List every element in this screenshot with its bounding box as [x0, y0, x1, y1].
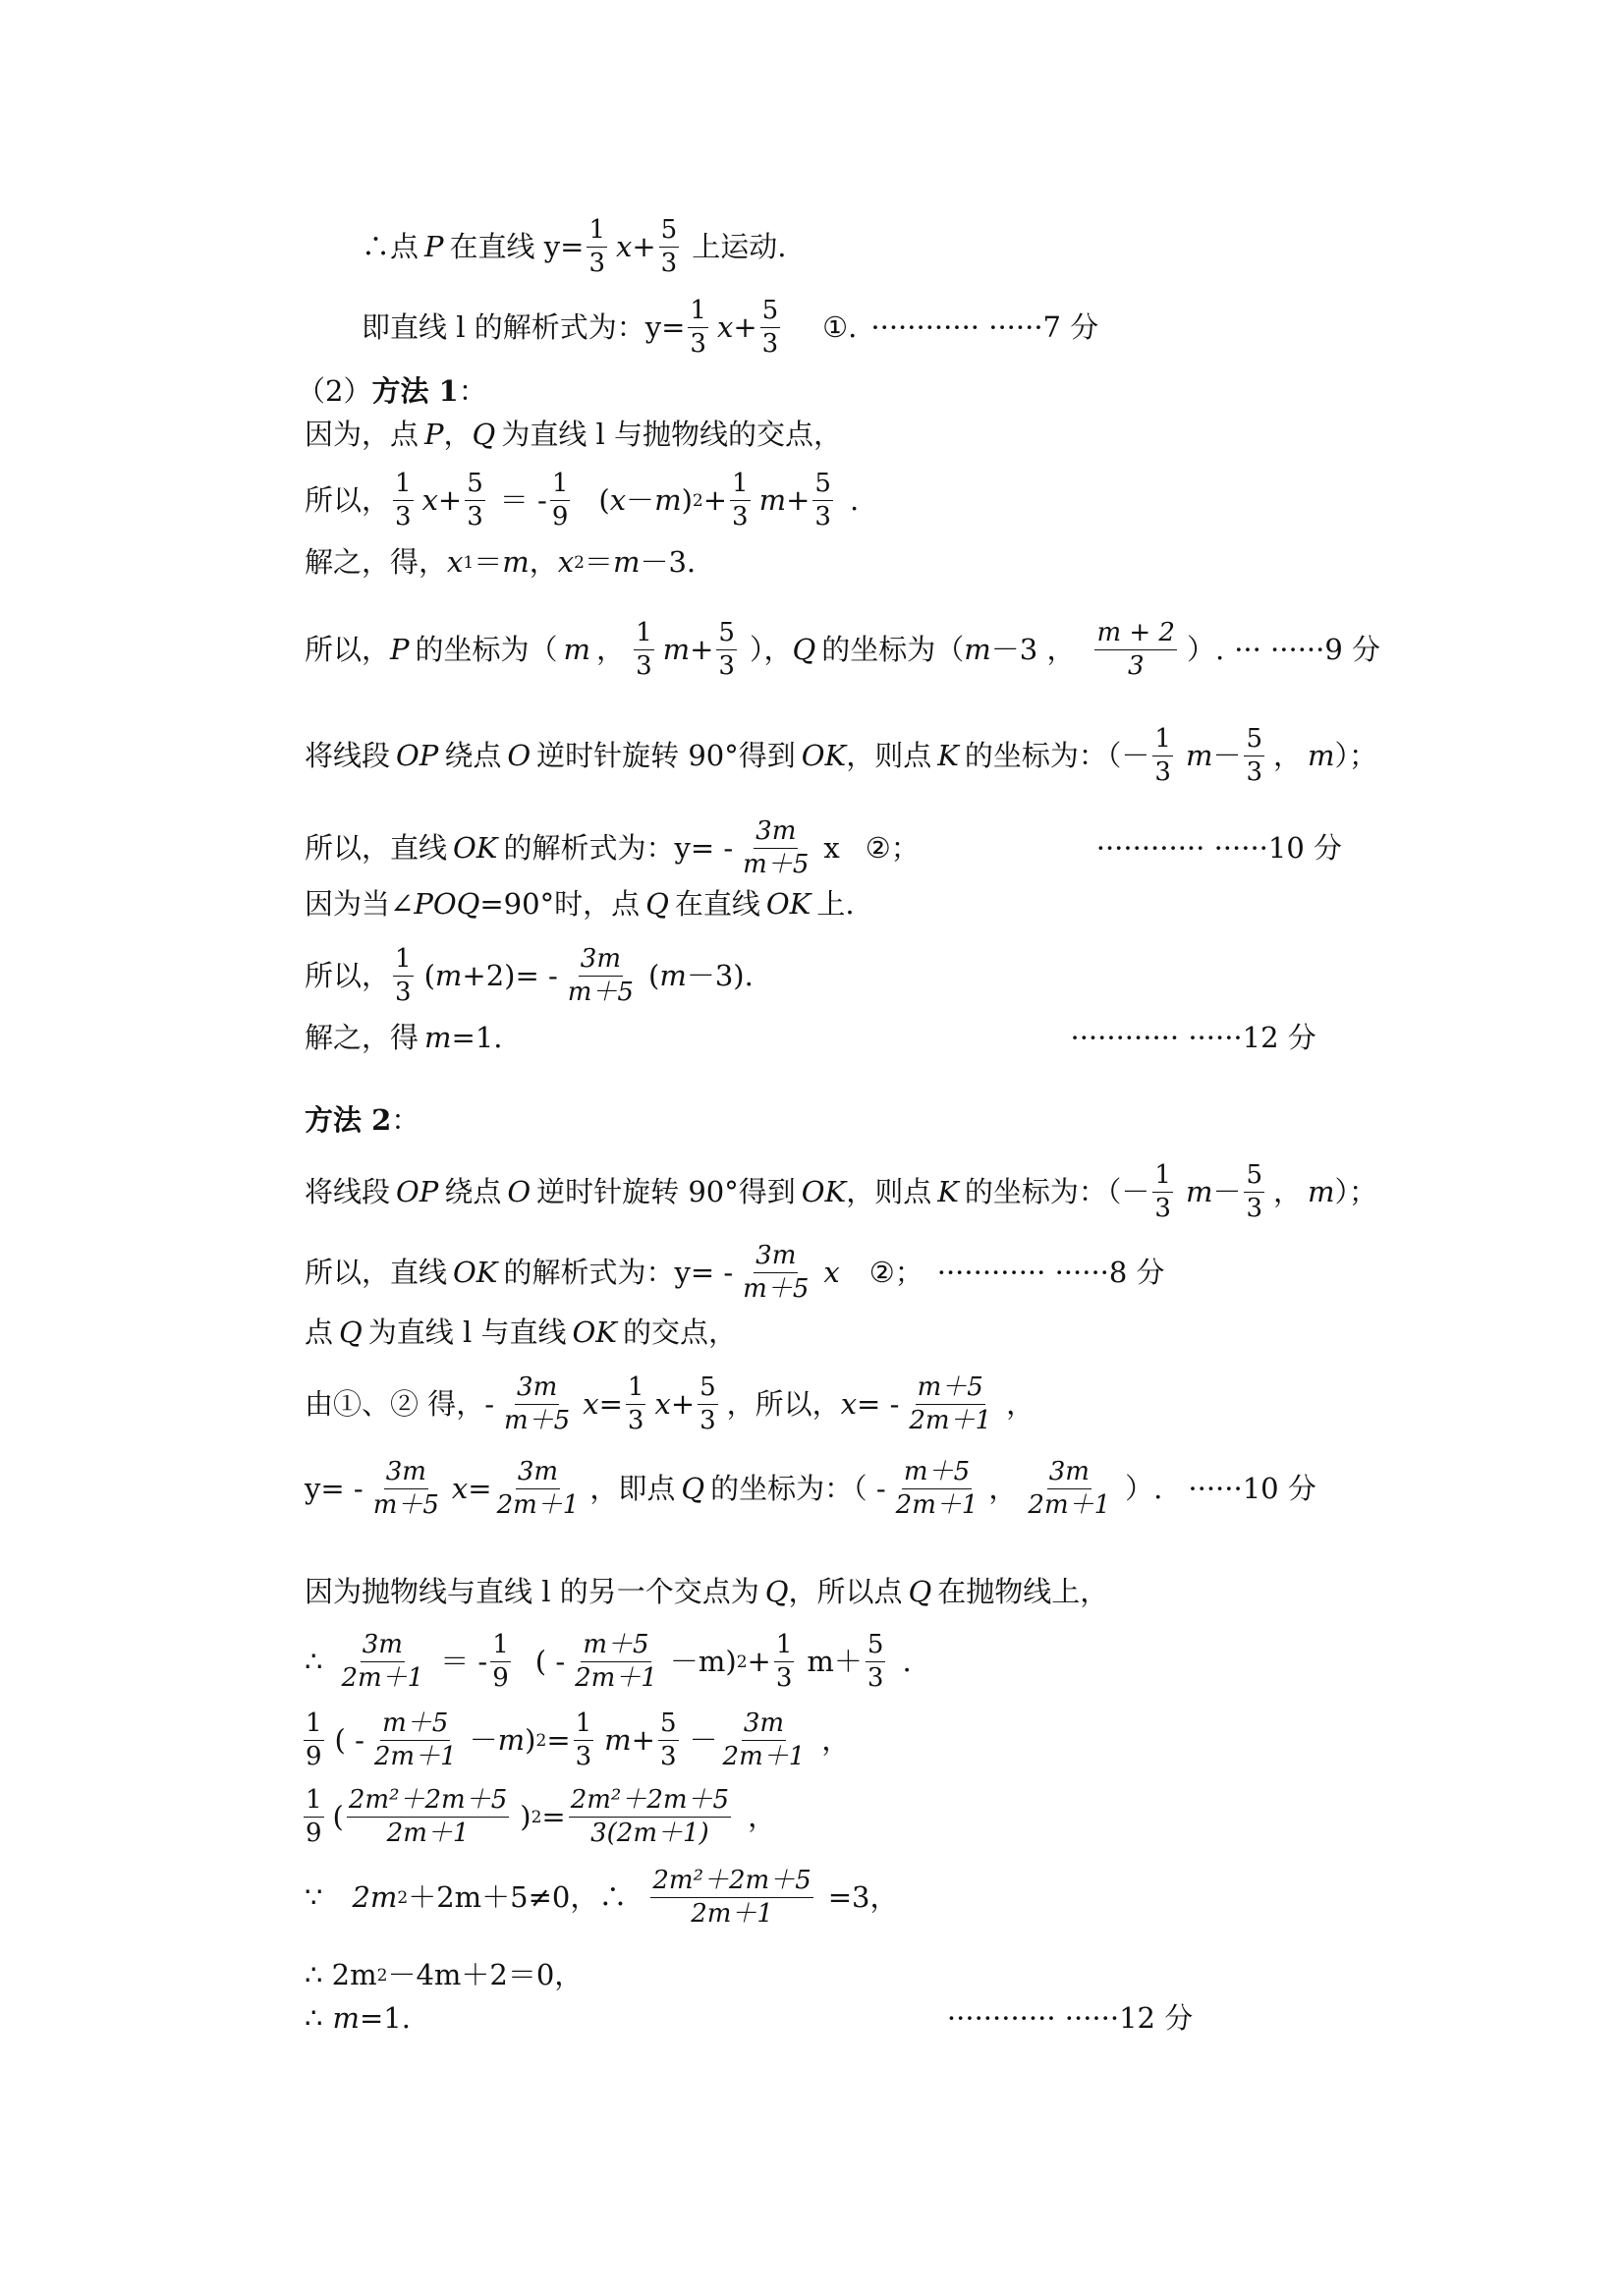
var-m: m: [662, 633, 691, 667]
var-m: m: [1308, 739, 1335, 773]
line-16: [305, 1318, 737, 1347]
line-4: [305, 420, 842, 449]
text: 所以，直线: [305, 831, 448, 866]
fraction: 1 9: [492, 1630, 509, 1694]
minus: －: [689, 1723, 718, 1758]
text: 所以，: [305, 633, 391, 667]
var-q: Q: [792, 633, 816, 667]
text: =1.: [451, 1021, 503, 1054]
fraction: $\frac{5}{3}$: [700, 1372, 716, 1436]
text: +2)= -: [462, 959, 558, 993]
text: 解之，得，: [305, 545, 448, 579]
var-q: Q: [681, 1472, 705, 1506]
var-x: x: [609, 483, 627, 518]
text: ( -: [334, 1723, 364, 1758]
var-p: P: [390, 633, 410, 667]
text: 将线段: [305, 1175, 391, 1209]
var-x: x: [716, 310, 734, 345]
var-ok: OK: [572, 1316, 617, 1349]
var-m: m: [563, 633, 591, 667]
text: =: [546, 1723, 571, 1758]
fraction: 1 9: [306, 1708, 322, 1772]
line-6: 解之，得， x 1 ＝ m ， x 2 ＝ m －3.: [305, 545, 697, 579]
fraction: m＋5 2m＋1: [575, 1630, 657, 1694]
fraction: 2m²＋2m＋5 2m＋1: [348, 1785, 508, 1849]
text: ，: [1006, 1387, 1035, 1422]
var-q: Q: [339, 1316, 363, 1349]
text: ＝: [584, 545, 613, 579]
var-op: OP: [396, 1175, 439, 1209]
text: ，: [988, 1472, 1018, 1506]
text: －3 ，: [990, 633, 1076, 667]
line-20: ∴ 3m 2m＋1 ＝ - 1 9 ( - m＋5 2m＋1 －m) 2 + $\frac{1}{3}$ m＋ 5 3 .: [305, 1630, 912, 1694]
text: 为直线 l 与抛物线的交点，: [501, 418, 843, 451]
var-m: m: [1185, 739, 1213, 773]
text: 逆时针旋转 90°得到: [536, 739, 796, 773]
var-m: m: [604, 1723, 632, 1758]
text: 在抛物线上，: [937, 1575, 1109, 1608]
var-op: OP: [396, 739, 439, 773]
fraction: 3m 2m＋1: [1028, 1457, 1111, 1521]
fraction: $\frac{5}{3}$: [467, 469, 483, 532]
line-18: [305, 1458, 1316, 1520]
line-21: 1 9 ( - m＋5 2m＋1 － m ) 2 = $\frac{1}{3}$ m + $\frac{5}{3}$ － 3m 2m＋1 ，: [306, 1708, 851, 1772]
text: 所以，直线: [305, 1256, 448, 1290]
fraction: $\frac{1}{3}$: [732, 469, 749, 532]
text: 在直线 y=: [449, 230, 585, 264]
plus: +: [786, 483, 811, 518]
plus: +: [631, 1723, 655, 1758]
text: 由①、② 得，-: [305, 1387, 495, 1422]
fraction: $\frac{5}{3}$: [761, 296, 779, 360]
line-15: [305, 1242, 1165, 1304]
var-m: m: [1185, 1175, 1213, 1209]
line-5: 所以， 1 3 x + $\frac{5}{3}$ ＝ - 1 9 ( x － m ) 2 + $\frac{1}{3}$ m + $\frac{5}{3}$ .: [305, 469, 860, 532]
text: ）.: [1125, 1472, 1163, 1506]
text: ＝: [474, 545, 503, 579]
fraction: 1 3: [1154, 1160, 1171, 1224]
text: (: [598, 483, 610, 518]
fraction: $\frac{\text{2m²＋2m＋5}}{2m+1}$: [652, 1866, 812, 1930]
fraction: 3m 2m＋1: [341, 1630, 424, 1694]
text: 点: [305, 1316, 334, 1349]
fraction: 3m m＋5: [372, 1457, 439, 1521]
text: .: [902, 1645, 912, 1679]
line-23: ∵ 2m 2 ＋2m＋5≠0，∴ $\frac{\text{2m²＋2m＋5}}{2m+1}$ =3，: [305, 1866, 899, 1930]
text: ∵: [305, 1880, 323, 1915]
text: m＋: [807, 1645, 863, 1679]
text: .: [849, 483, 860, 518]
var-m: m: [497, 1723, 526, 1758]
plus: +: [733, 310, 757, 345]
line-13: [305, 1103, 420, 1137]
text: (: [423, 959, 435, 993]
method-heading: 方法 1: [371, 374, 459, 408]
text: ）；: [1334, 1175, 1378, 1209]
text: ( -: [534, 1645, 566, 1679]
minus: －: [469, 1723, 498, 1758]
var-p: P: [424, 230, 444, 264]
fraction: m + 2 3: [1096, 618, 1175, 682]
text: ②；: [868, 1256, 923, 1290]
text: ）.: [1186, 633, 1225, 667]
text: 将线段: [305, 739, 391, 773]
fraction: 1 3: [1154, 724, 1171, 788]
fraction: 5 3: [867, 1630, 884, 1694]
text: ，: [821, 1723, 851, 1758]
var-k: K: [937, 739, 959, 773]
text: 即直线 l 的解析式为：y=: [362, 310, 686, 345]
var-x: x: [451, 1472, 469, 1506]
text: ，: [443, 418, 473, 451]
text: ): [681, 483, 693, 518]
text: ，即点: [589, 1472, 676, 1506]
line-14: [305, 1161, 1377, 1223]
fraction: 1 3: [395, 944, 412, 1008]
fraction: $\frac{1}{3}$: [588, 215, 605, 279]
fraction: $\frac{3m}{2m+1}$: [496, 1457, 580, 1521]
text: ）；: [1334, 739, 1378, 773]
fraction: 5 3: [1246, 724, 1262, 788]
var-o: O: [507, 739, 532, 773]
text: =3，: [827, 1880, 899, 1915]
fraction: $\frac{5}{3}$: [814, 469, 831, 532]
minus: －: [626, 483, 655, 518]
method-heading: 方法 2: [305, 1103, 392, 1137]
var-x: x: [557, 545, 575, 579]
fraction: 3m m＋5: [504, 1372, 571, 1436]
var-m: m: [424, 1021, 452, 1054]
line-11: [305, 945, 754, 1007]
minus: －: [1212, 1175, 1242, 1209]
var-x: x: [823, 1256, 840, 1290]
text: ): [525, 1723, 536, 1758]
text: ∴ 2m: [305, 1958, 377, 1991]
text: ，则点: [846, 1175, 932, 1209]
fraction: m＋5 2m＋1: [373, 1708, 457, 1772]
fraction: 3m m＋5: [567, 944, 634, 1008]
var-k: K: [937, 1175, 959, 1209]
text: －4m＋2＝0，: [387, 1958, 584, 1991]
text: ，: [529, 545, 558, 579]
var-m: m: [654, 483, 682, 518]
var-poq: POQ: [414, 887, 480, 921]
text: 上运动.: [692, 230, 787, 264]
plus: +: [690, 633, 714, 667]
var-q: Q: [764, 1575, 789, 1608]
line-12: [305, 1021, 1316, 1054]
text: －m): [669, 1645, 737, 1679]
fraction: 1 9: [551, 469, 569, 532]
var-x: x: [421, 483, 438, 518]
text: 绕点: [444, 739, 502, 773]
text: 绕点: [444, 1175, 502, 1209]
text: ∴: [305, 2001, 323, 2035]
text: ：: [458, 374, 487, 408]
fraction: $\frac{5}{3}$: [718, 618, 735, 682]
plus: +: [437, 483, 463, 518]
text: 上.: [816, 887, 855, 921]
text: 的坐标为：（ -: [710, 1472, 886, 1506]
var-m: m: [1308, 1175, 1335, 1209]
line-19: [305, 1575, 1109, 1608]
line-1: [362, 216, 786, 278]
text: ∴点: [362, 230, 420, 264]
text: 所以，: [305, 483, 391, 518]
text: =: [541, 1800, 566, 1834]
text: ＝ -: [499, 483, 547, 518]
text: 2m: [352, 1880, 398, 1915]
fraction: $\frac{5}{3}$: [659, 1708, 677, 1772]
minus: －: [1212, 739, 1242, 773]
text: ①.: [822, 310, 858, 345]
text: 的坐标为（: [821, 633, 965, 667]
var-ok: OK: [801, 739, 847, 773]
fraction: 1 9: [306, 1785, 322, 1849]
var-m: m: [964, 633, 991, 667]
var-ok: OK: [453, 1256, 498, 1290]
var-q: Q: [908, 1575, 932, 1608]
fraction: $\frac{\text{2m²＋2m＋5}}{3(2m+1)}$: [570, 1785, 730, 1849]
text: ：: [391, 1103, 420, 1137]
var-m: m: [758, 483, 787, 518]
var-x: x: [583, 1387, 599, 1422]
score-dots: ············ ······10 分: [1095, 831, 1343, 866]
text: ②；: [865, 831, 920, 866]
text: 的交点，: [622, 1316, 737, 1349]
var-ok: OK: [765, 887, 812, 921]
text: =: [468, 1472, 492, 1506]
var-m: m: [612, 545, 641, 579]
text: 的解析式为：y= -: [503, 831, 734, 866]
score-dots: ··· ······9 分: [1234, 633, 1381, 667]
text: 的坐标为：（－: [964, 739, 1150, 773]
text: 解之，得: [305, 1021, 420, 1054]
score-dots: ············ ······12 分: [1070, 1021, 1316, 1054]
text: ＝ -: [440, 1645, 488, 1679]
text: ），: [749, 633, 793, 667]
line-8: [305, 725, 1377, 787]
text: 逆时针旋转 90°得到: [536, 1175, 796, 1209]
text: （2）: [297, 374, 372, 408]
text: =90°时，点: [479, 887, 641, 921]
var-m: m: [332, 2001, 360, 2035]
plus: +: [632, 230, 656, 264]
var-ok: OK: [801, 1175, 847, 1209]
line-24: ∴ 2m 2 －4m＋2＝0，: [305, 1958, 584, 1991]
text: (: [647, 959, 660, 993]
var-m: m: [434, 959, 463, 993]
var-o: O: [507, 1175, 532, 1209]
text: ＋2m＋5≠0，∴: [408, 1880, 628, 1915]
text: =1.: [359, 2001, 411, 2035]
var-x: x: [447, 545, 464, 579]
fraction: $\frac{1}{3}$: [690, 296, 706, 360]
var-q: Q: [645, 887, 669, 921]
text: ∴: [305, 1645, 323, 1679]
text: = -: [857, 1387, 900, 1422]
line-2: [362, 297, 1098, 359]
text: 的坐标为（: [415, 633, 558, 667]
var-m: m: [502, 545, 530, 579]
text: 因为当∠: [305, 887, 415, 921]
text: ，: [1273, 739, 1303, 773]
text: ，: [1273, 1175, 1303, 1209]
text: (: [332, 1800, 344, 1834]
fraction: m＋5 2m＋1: [909, 1372, 992, 1436]
score-dots: ············ ······7 分: [870, 310, 1099, 345]
line-22: 1 9 ( 2m²＋2m＋5 2m＋1 ) 2 = $\frac{\text{2m²＋2m＋5}}{3(2m+1)}$ ，: [306, 1785, 777, 1849]
fraction: $\frac{1}{3}$: [575, 1708, 592, 1772]
fraction: $\frac{5}{3}$: [660, 215, 678, 279]
text: 为直线 l 与直线: [367, 1316, 567, 1349]
var-x: x: [654, 1387, 671, 1422]
score-dots: ············ ······12 分: [946, 2001, 1194, 2035]
fraction: $\frac{1}{3}$: [627, 1372, 644, 1436]
fraction: 1 3: [636, 618, 652, 682]
text: ，: [596, 633, 626, 667]
text: 的解析式为：y= -: [503, 1256, 734, 1290]
fraction: 1 3: [395, 469, 412, 532]
fraction: $\frac{1}{3}$: [775, 1630, 793, 1694]
text: y= -: [305, 1472, 364, 1506]
line-9: [305, 817, 1342, 879]
var-x: x: [840, 1387, 858, 1422]
text: －3).: [686, 959, 754, 993]
line-17: [305, 1373, 1035, 1435]
var-x: x: [615, 230, 633, 264]
text: ，则点: [846, 739, 932, 773]
text: =: [598, 1387, 623, 1422]
text: ): [520, 1800, 532, 1834]
fraction: m＋5 2m＋1: [895, 1457, 979, 1521]
text: 所以，: [305, 959, 391, 993]
fraction: 3m m＋5: [743, 1241, 810, 1305]
fraction: 5 3: [1246, 1160, 1262, 1224]
line-10: [305, 887, 855, 921]
fraction: 3m m＋5: [743, 816, 810, 880]
text: ，所以点: [788, 1575, 903, 1608]
line-7: [305, 619, 1380, 681]
text: ，所以，: [726, 1387, 841, 1422]
line-25: [305, 2001, 1194, 2035]
score-dots: ············ ······8 分: [936, 1256, 1165, 1290]
text: －3.: [640, 545, 697, 579]
plus: +: [702, 483, 728, 518]
text: 因为抛物线与直线 l 的另一个交点为: [305, 1575, 759, 1608]
score-dots: ······10 分: [1188, 1472, 1316, 1506]
var-p: P: [424, 418, 444, 451]
var-ok: OK: [453, 831, 498, 866]
text: 的坐标为：（－: [964, 1175, 1150, 1209]
var-x: x: [823, 831, 840, 866]
var-m: m: [659, 959, 687, 993]
var-q: Q: [472, 418, 496, 451]
text: 因为，点: [305, 418, 420, 451]
text: 在直线: [674, 887, 760, 921]
plus: +: [670, 1387, 696, 1422]
line-3: [297, 374, 487, 408]
plus: +: [747, 1645, 771, 1679]
fraction: 3m 2m＋1: [722, 1708, 806, 1772]
text: ，: [748, 1800, 777, 1834]
